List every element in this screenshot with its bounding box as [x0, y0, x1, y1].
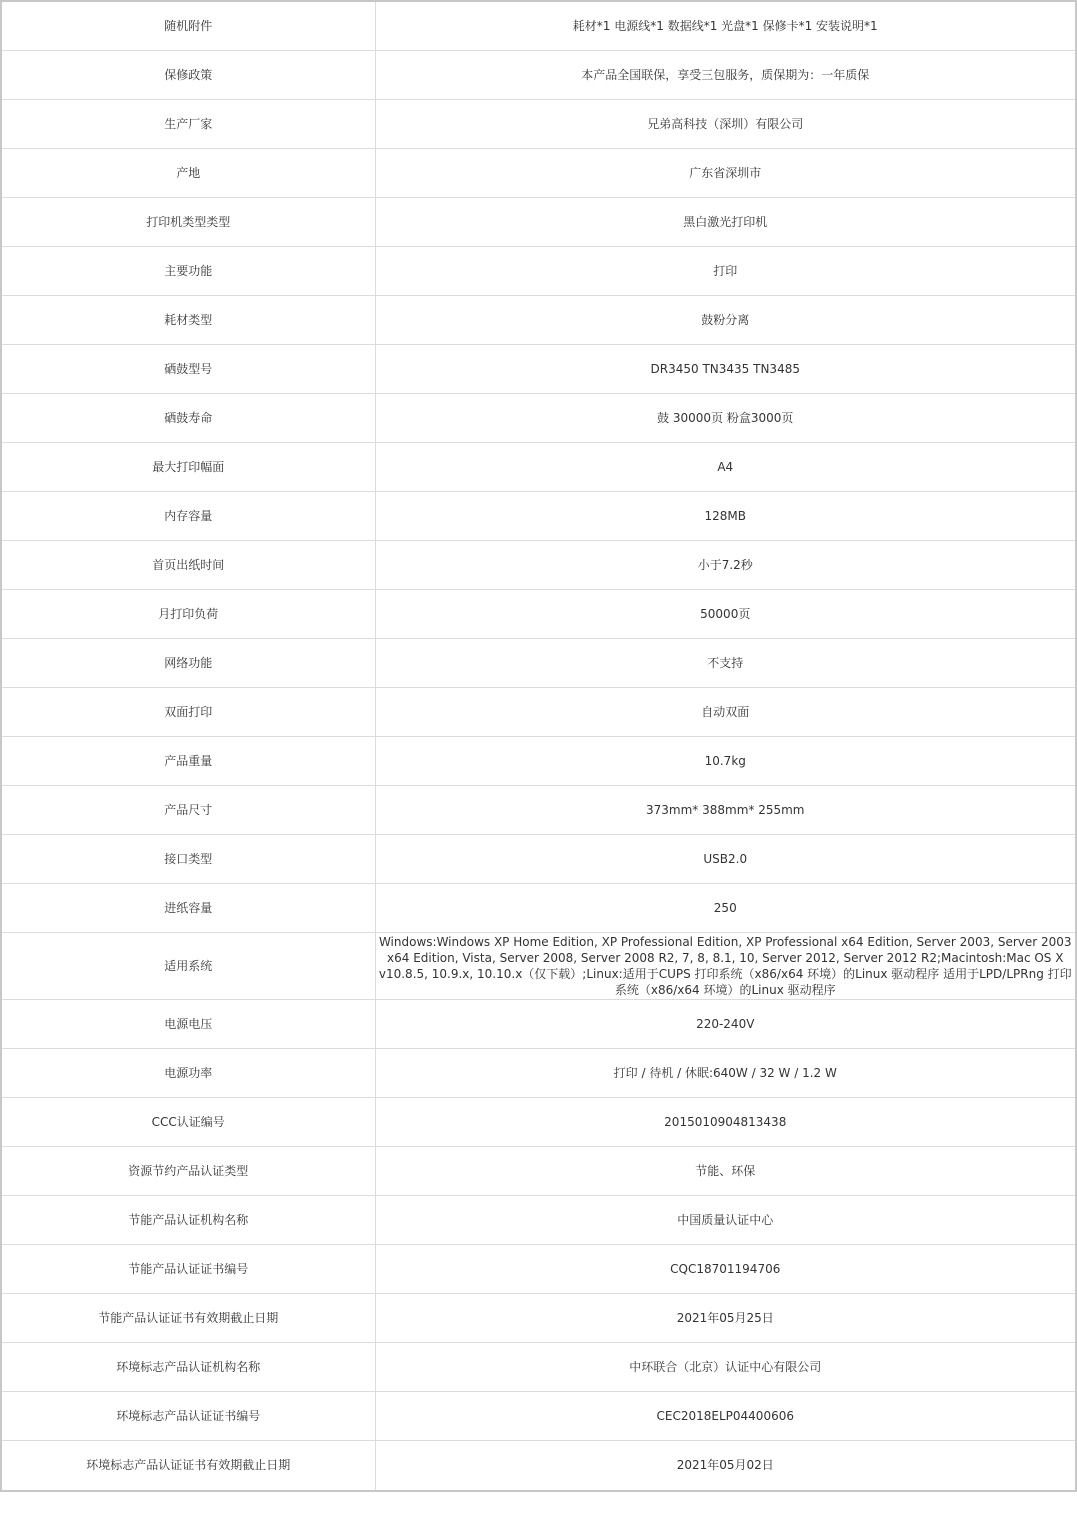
spec-label: 电源电压: [1, 999, 375, 1048]
spec-value: 自动双面: [375, 687, 1076, 736]
spec-row: [1, 736, 1076, 785]
spec-value: DR3450 TN3435 TN3485: [375, 344, 1076, 393]
spec-row: [1, 1293, 1076, 1342]
spec-label: CCC认证编号: [1, 1097, 375, 1146]
spec-value: CQC18701194706: [375, 1244, 1076, 1293]
spec-row: [1, 1097, 1076, 1146]
spec-row: [1, 589, 1076, 638]
spec-label: 月打印负荷: [1, 589, 375, 638]
spec-row: [1, 1048, 1076, 1097]
spec-label: 环境标志产品认证证书编号: [1, 1391, 375, 1440]
spec-value: 鼓 30000页 粉盒3000页: [375, 393, 1076, 442]
spec-value: 广东省深圳市: [375, 148, 1076, 197]
spec-label: 产品重量: [1, 736, 375, 785]
spec-row: [1, 1, 1076, 50]
spec-label: 生产厂家: [1, 99, 375, 148]
spec-row: [1, 1195, 1076, 1244]
spec-row: [1, 246, 1076, 295]
spec-label: 内存容量: [1, 491, 375, 540]
spec-value: 中国质量认证中心: [375, 1195, 1076, 1244]
spec-row: [1, 638, 1076, 687]
spec-label: 硒鼓型号: [1, 344, 375, 393]
spec-label: 产品尺寸: [1, 785, 375, 834]
spec-label: 首页出纸时间: [1, 540, 375, 589]
spec-label: 节能产品认证机构名称: [1, 1195, 375, 1244]
spec-label: 适用系统: [1, 932, 375, 999]
spec-label: 最大打印幅面: [1, 442, 375, 491]
spec-label: 产地: [1, 148, 375, 197]
spec-value: 50000页: [375, 589, 1076, 638]
spec-label: 节能产品认证证书编号: [1, 1244, 375, 1293]
spec-row: [1, 834, 1076, 883]
spec-value: 小于7.2秒: [375, 540, 1076, 589]
spec-row: [1, 491, 1076, 540]
spec-value: 250: [375, 883, 1076, 932]
spec-row: [1, 1440, 1076, 1491]
spec-row: [1, 99, 1076, 148]
spec-value: 兄弟高科技（深圳）有限公司: [375, 99, 1076, 148]
spec-value: 10.7kg: [375, 736, 1076, 785]
spec-label: 双面打印: [1, 687, 375, 736]
spec-value: A4: [375, 442, 1076, 491]
spec-row: [1, 344, 1076, 393]
spec-value: 220-240V: [375, 999, 1076, 1048]
spec-value: 不支持: [375, 638, 1076, 687]
spec-value: 2021年05月02日: [375, 1440, 1076, 1491]
spec-label: 电源功率: [1, 1048, 375, 1097]
spec-label: 环境标志产品认证证书有效期截止日期: [1, 1440, 375, 1491]
spec-row: [1, 393, 1076, 442]
spec-value: 本产品全国联保，享受三包服务，质保期为：一年质保: [375, 50, 1076, 99]
spec-row: [1, 148, 1076, 197]
spec-value: 128MB: [375, 491, 1076, 540]
spec-value: 2021年05月25日: [375, 1293, 1076, 1342]
spec-row: [1, 1244, 1076, 1293]
spec-label: 接口类型: [1, 834, 375, 883]
spec-row: [1, 999, 1076, 1048]
spec-row: [1, 442, 1076, 491]
spec-value: 节能、环保: [375, 1146, 1076, 1195]
spec-row: [1, 197, 1076, 246]
spec-label: 环境标志产品认证机构名称: [1, 1342, 375, 1391]
spec-row: [1, 540, 1076, 589]
spec-value: USB2.0: [375, 834, 1076, 883]
spec-value: 打印 / 待机 / 休眠:640W / 32 W / 1.2 W: [375, 1048, 1076, 1097]
spec-label: 网络功能: [1, 638, 375, 687]
spec-label: 节能产品认证证书有效期截止日期: [1, 1293, 375, 1342]
spec-value: 打印: [375, 246, 1076, 295]
spec-row: [1, 1391, 1076, 1440]
spec-value: 鼓粉分离: [375, 295, 1076, 344]
spec-label: 进纸容量: [1, 883, 375, 932]
spec-table-body: [1, 1, 1076, 1491]
spec-value: Windows:Windows XP Home Edition, XP Professional Edition, XP Professional x64 Edition, Server 2003, Server 2003 x64 Edition, Vista, Server 2008, Server 2008 R2, 7, 8, 8.1, 10, Server 2012, Server 2012 R2;Macintosh:Mac OS X v10.8.5, 10.9.x, 10.10.x（仅下载）;Linux:适用于CUPS 打印系统（x86/x64 环境）的Linux 驱动程序 适用于LPD/LPRng 打印系统（x86/x64 环境）的Linux 驱动程序: [375, 932, 1076, 999]
spec-row: [1, 932, 1076, 999]
spec-label: 打印机类型类型: [1, 197, 375, 246]
spec-label: 硒鼓寿命: [1, 393, 375, 442]
spec-label: 随机附件: [1, 1, 375, 50]
spec-row: [1, 295, 1076, 344]
spec-row: [1, 883, 1076, 932]
spec-row: [1, 1146, 1076, 1195]
spec-label: 主要功能: [1, 246, 375, 295]
spec-value: 2015010904813438: [375, 1097, 1076, 1146]
spec-value: 耗材*1 电源线*1 数据线*1 光盘*1 保修卡*1 安装说明*1: [375, 1, 1076, 50]
spec-row: [1, 687, 1076, 736]
spec-label: 资源节约产品认证类型: [1, 1146, 375, 1195]
spec-label: 耗材类型: [1, 295, 375, 344]
spec-value: 黑白激光打印机: [375, 197, 1076, 246]
spec-value: 373mm* 388mm* 255mm: [375, 785, 1076, 834]
spec-row: [1, 785, 1076, 834]
spec-label: 保修政策: [1, 50, 375, 99]
spec-row: [1, 50, 1076, 99]
spec-value: CEC2018ELP04400606: [375, 1391, 1076, 1440]
spec-row: [1, 1342, 1076, 1391]
spec-value: 中环联合（北京）认证中心有限公司: [375, 1342, 1076, 1391]
